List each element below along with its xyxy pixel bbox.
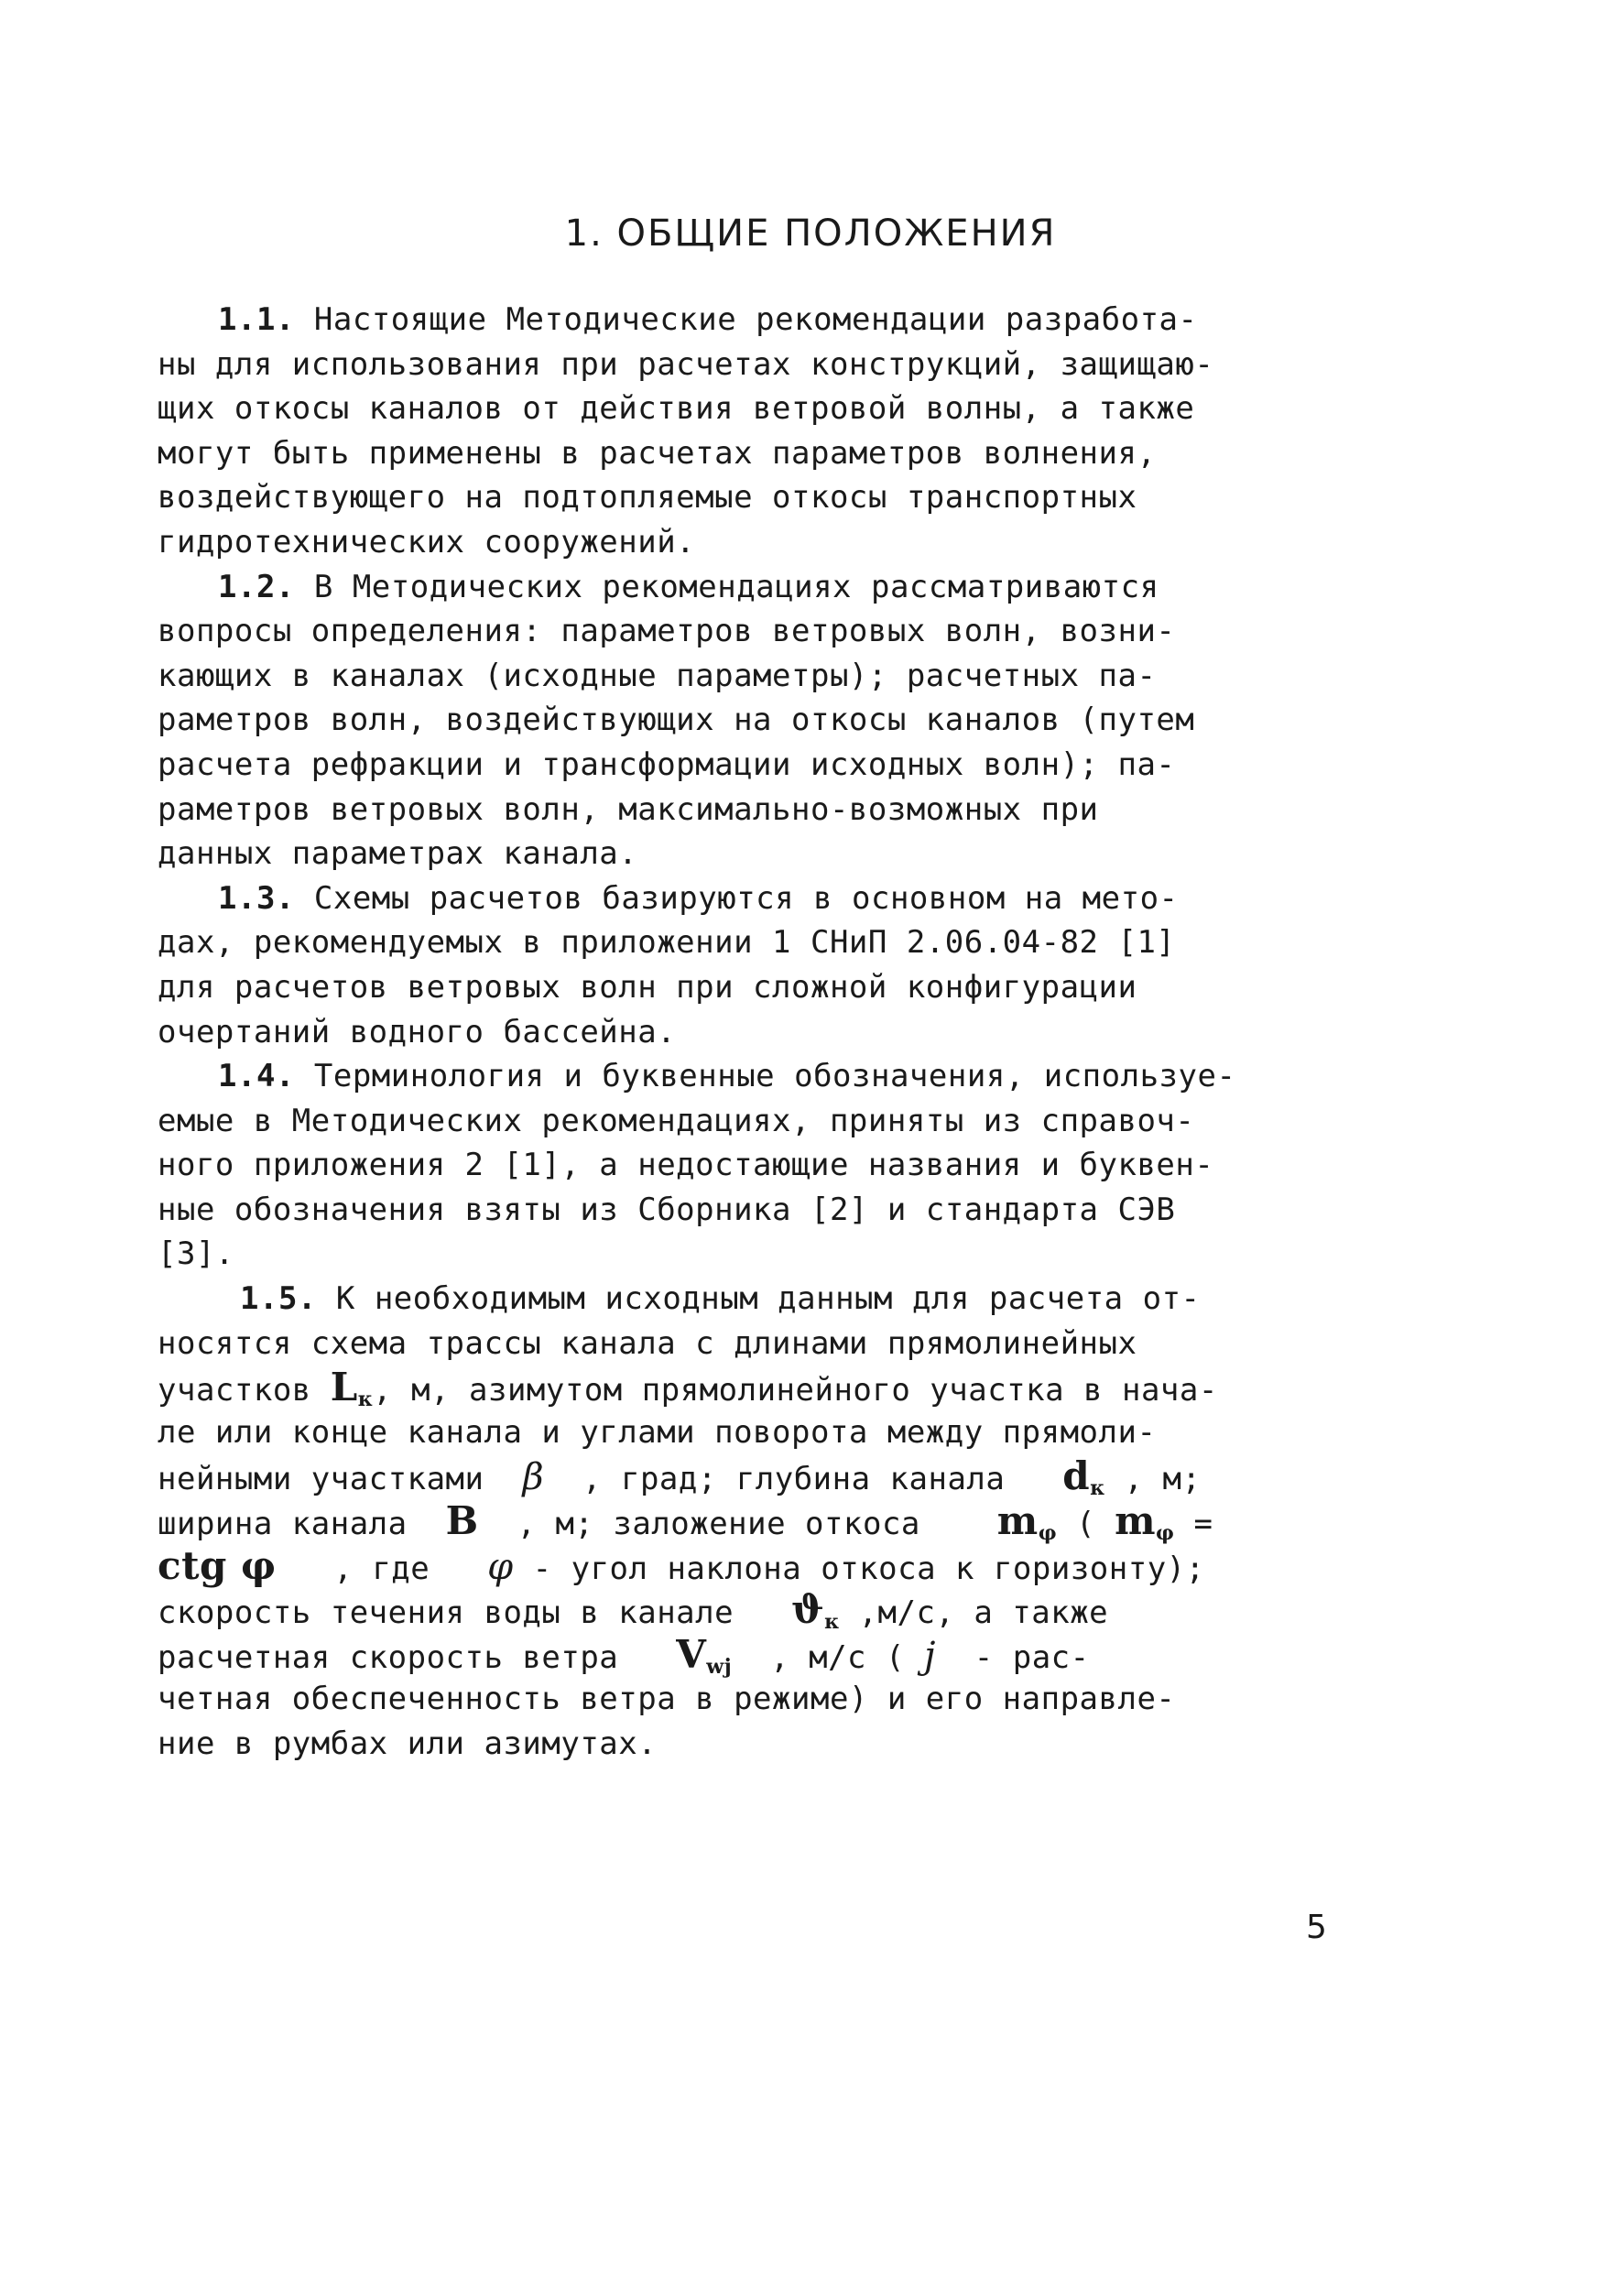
paragraph-1-2-line-6: раметров ветровых волн, максимально-возможных при [158,790,1099,828]
text-span: , м, азимутом прямолинейного участка в нача- [373,1372,1218,1409]
paragraph-1-5-line-9 [158,1633,1403,1678]
text-span: , м; [1124,1461,1202,1498]
section-title: 1. ОБЩИЕ ПОЛОЖЕНИЯ [564,212,1057,255]
text-span: = [1193,1506,1213,1543]
section-body [158,298,1403,1767]
symbol-subscript: к [824,1610,840,1635]
symbol-j: j [923,1634,936,1677]
text-span: скорость течения воды в канале [158,1594,734,1632]
paragraph-1-2-line-4: раметров волн, воздействующих на откосы каналов (путем [158,702,1195,739]
symbol-B: B [445,1498,479,1544]
paragraph-1-3-line-1 [158,876,1403,921]
symbol-subscript: φ [1038,1521,1058,1546]
symbol-v [791,1587,840,1635]
symbol-subscript: к [1090,1476,1105,1501]
text-span: , м; заложение откоса [517,1506,920,1543]
symbol-base: m [1115,1498,1157,1544]
paragraph-1-4-line-5: [3]. [158,1235,234,1273]
paragraph-1-5-line-7 [158,1544,1403,1589]
paragraph-1-5-line-4: ле или конце канала и углами поворота между прямоли- [158,1413,1157,1451]
paragraph-1-4-line-4: ные обозначения взяты из Сборника [2] и стандарта СЭВ [158,1191,1176,1228]
text-span: , где [333,1550,430,1587]
symbol-L [330,1365,374,1412]
paragraph-1-5-line-1 [158,1277,1403,1322]
paragraph-1-1-line-2: ны для использования при расчетах конструкций, защищаю- [158,345,1214,383]
text-span: , град; глубина канала [582,1461,1006,1498]
paragraph-1-5-line-11: ние в румбах или азимутах. [158,1725,658,1762]
text-span: Схемы расчетов базируются в основном на мето- [313,879,1179,917]
paragraph-1-1-line-6: гидротехнических сооружений. [158,523,696,560]
paragraph-1-3-line-4: очертаний водного бассейна. [158,1013,677,1050]
paragraph-number: 1.4. [218,1058,295,1095]
paragraph-1-5-line-10: четная обеспеченность ветра в режиме) и его направле- [158,1681,1176,1718]
text-span: В Методических рекомендациях рассматриваются [313,568,1159,605]
symbol-base: V [676,1631,707,1677]
text-span: расчетная скорость ветра [158,1638,619,1676]
paragraph-1-5-line-6 [158,1499,1403,1544]
text-span: - рас- [974,1638,1090,1676]
symbol-base: ϑ [791,1587,825,1633]
text-span: - угол наклона откоса к горизонту); [532,1550,1205,1587]
paragraph-1-2-line-7: данных параметрах канала. [158,835,638,873]
paragraph-1-1-line-5: воздействующего на подтопляемые откосы транспортных [158,479,1137,517]
symbol-m [1115,1498,1175,1546]
paragraph-1-5-line-3 [158,1366,1403,1410]
symbol-subscript: wj [706,1654,733,1679]
paragraph-1-2-line-1 [158,565,1403,610]
symbol-m [996,1498,1058,1546]
paragraph-number: 1.2. [218,568,295,605]
text-span: ( [1076,1506,1096,1543]
paragraph-1-2-line-3: кающих в каналах (исходные параметры); расчетных па- [158,657,1157,694]
symbol-ctg: ctg φ [158,1542,277,1588]
paragraph-1-4-line-3: ного приложения 2 [1], а недостающие названия и буквен- [158,1147,1214,1184]
paragraph-1-5-line-2: носятся схема трассы канала с длинами прямолинейных [158,1324,1137,1362]
paragraph-1-5-line-8 [158,1588,1403,1633]
text-span: , м/с ( [770,1638,905,1676]
text-span: ,м/с, а также [858,1594,1109,1632]
paragraph-1-4-line-2: емые в Методических рекомендациях, приняты из справоч- [158,1102,1195,1139]
paragraph-1-1-line-1 [158,298,1403,343]
symbol-subscript: к [357,1387,374,1412]
text-span: Настоящие Методические рекомендации разработа- [313,301,1198,338]
symbol-beta: β [522,1456,545,1499]
page-number: 5 [1306,1909,1327,1946]
symbol-subscript: φ [1156,1521,1175,1546]
paragraph-1-4-line-1 [158,1054,1403,1099]
paragraph-1-3-line-2: дах, рекомендуемых в приложении 1 СНиП 2.06.04-82 [1] [158,924,1176,962]
paragraph-1-1-line-4: могут быть применены в расчетах параметров волнения, [158,434,1157,472]
paragraph-1-2-line-5: расчета рефракции и трансформации исходных волн); па- [158,745,1176,783]
symbol-V [676,1632,732,1677]
paragraph-number: 1.1. [218,301,295,338]
paragraph-1-2-line-2: вопросы определения: параметров ветровых волн, возни- [158,613,1176,650]
paragraph-number: 1.5. [240,1280,317,1318]
text-span: Терминология и буквенные обозначения, используе- [313,1058,1236,1095]
text-span: К необходимым исходным данным для расчета от- [335,1280,1201,1318]
paragraph-1-1-line-3: щих откосы каналов от действия ветровой волны, а также [158,390,1195,428]
symbol-d [1062,1453,1105,1501]
symbol-base: L [330,1365,358,1410]
symbol-base: d [1062,1453,1091,1499]
text-span: участков [158,1372,311,1409]
text-span: ширина канала [158,1506,408,1543]
paragraph-1-3-line-3: для расчетов ветровых волн при сложной конфигурации [158,968,1137,1006]
paragraph-1-5-line-5 [158,1454,1403,1499]
symbol-base: m [996,1498,1039,1544]
text-span: нейными участками [158,1461,484,1498]
paragraph-number: 1.3. [218,879,295,917]
symbol-phi: φ [487,1545,514,1588]
